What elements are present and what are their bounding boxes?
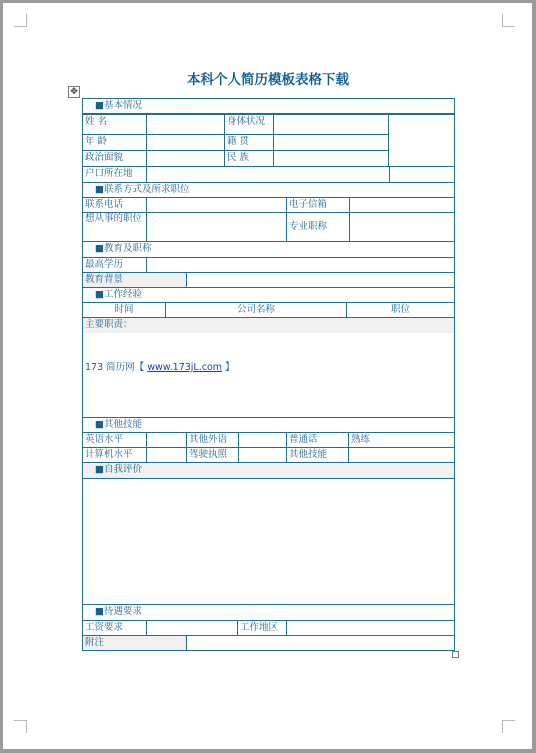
- field-computer-level[interactable]: [146, 447, 187, 463]
- label-salary-requirement: 工资要求: [82, 620, 147, 636]
- field-health[interactable]: [273, 114, 389, 135]
- field-politics[interactable]: [146, 150, 225, 167]
- field-driver-license[interactable]: [238, 447, 287, 463]
- label-hukou: 户口所在地: [82, 166, 147, 183]
- field-age[interactable]: [146, 134, 225, 151]
- field-education-background[interactable]: [186, 272, 455, 288]
- section-basic-info: ■基本情况: [82, 98, 455, 114]
- label-name: 姓 名: [82, 114, 147, 135]
- field-salary-requirement[interactable]: [146, 620, 238, 636]
- section-education: ■教育及职称: [82, 241, 455, 258]
- header-time: 时间: [82, 302, 166, 318]
- label-notes: 附注: [82, 635, 187, 651]
- header-role: 职位: [346, 302, 455, 318]
- field-ethnicity[interactable]: [273, 150, 389, 167]
- page-corner-mark: [502, 14, 515, 27]
- table-resize-handle-icon[interactable]: [452, 651, 459, 658]
- field-professional-title[interactable]: [349, 212, 455, 242]
- label-native-place: 籍 贯: [224, 134, 274, 151]
- label-driver-license: 驾驶执照: [186, 447, 239, 463]
- field-other-languages[interactable]: [238, 432, 287, 448]
- section-salary: ■待遇要求: [82, 604, 455, 621]
- label-health: 身体状况: [224, 114, 274, 135]
- section-contact: ■联系方式及所求职位: [82, 182, 455, 198]
- page-corner-mark: [14, 720, 27, 733]
- label-mandarin: 普通话: [286, 432, 349, 448]
- field-self-evaluation[interactable]: [82, 478, 455, 605]
- label-work-area: 工作地区: [237, 620, 287, 636]
- label-other-languages: 其他外语: [186, 432, 239, 448]
- document-title: 本科个人简历模板表格下载: [187, 72, 349, 88]
- field-desired-position[interactable]: [146, 212, 287, 242]
- section-self-evaluation: ■自我评价: [82, 462, 455, 479]
- field-work-area[interactable]: [286, 620, 455, 636]
- label-main-duties: 主要职责：: [83, 318, 454, 333]
- label-age: 年 龄: [82, 134, 147, 151]
- label-desired-position: 想从事的职位: [82, 212, 147, 242]
- label-education-background: 教育背景: [82, 272, 187, 288]
- field-phone[interactable]: [146, 197, 287, 213]
- section-work-experience: ■工作经验: [82, 287, 455, 303]
- field-native-place[interactable]: [273, 134, 389, 151]
- section-other-skills: ■其他技能: [82, 417, 455, 433]
- label-politics: 政治面貌: [82, 150, 147, 167]
- field-hukou-extra[interactable]: [389, 166, 455, 183]
- field-other-skills[interactable]: [348, 447, 455, 463]
- field-email[interactable]: [349, 197, 455, 213]
- field-hukou[interactable]: [146, 166, 390, 183]
- page-corner-mark: [14, 14, 27, 27]
- field-highest-degree[interactable]: [146, 257, 455, 273]
- page-corner-mark: [502, 720, 515, 733]
- label-english-level: 英语水平: [82, 432, 147, 448]
- label-computer-level: 计算机水平: [82, 447, 147, 463]
- label-professional-title: 专业职称: [286, 212, 350, 242]
- field-mandarin[interactable]: 熟练: [348, 432, 455, 448]
- photo-cell[interactable]: [388, 114, 455, 167]
- label-phone: 联系电话: [82, 197, 147, 213]
- header-company: 公司名称: [165, 302, 347, 318]
- table-move-handle-icon[interactable]: ✥: [68, 86, 80, 98]
- label-highest-degree: 最高学历: [82, 257, 147, 273]
- site-prefix-text: 173 简历网【: [85, 362, 148, 373]
- label-other-skills: 其他技能: [286, 447, 349, 463]
- label-ethnicity: 民 族: [224, 150, 274, 167]
- field-notes[interactable]: [186, 635, 455, 651]
- field-english-level[interactable]: [146, 432, 187, 448]
- label-email: 电子信箱: [286, 197, 350, 213]
- site-link[interactable]: www.173jL.com: [147, 362, 223, 373]
- site-suffix-text: 】: [222, 362, 235, 373]
- work-duties-cell[interactable]: [82, 317, 455, 418]
- field-name[interactable]: [146, 114, 225, 135]
